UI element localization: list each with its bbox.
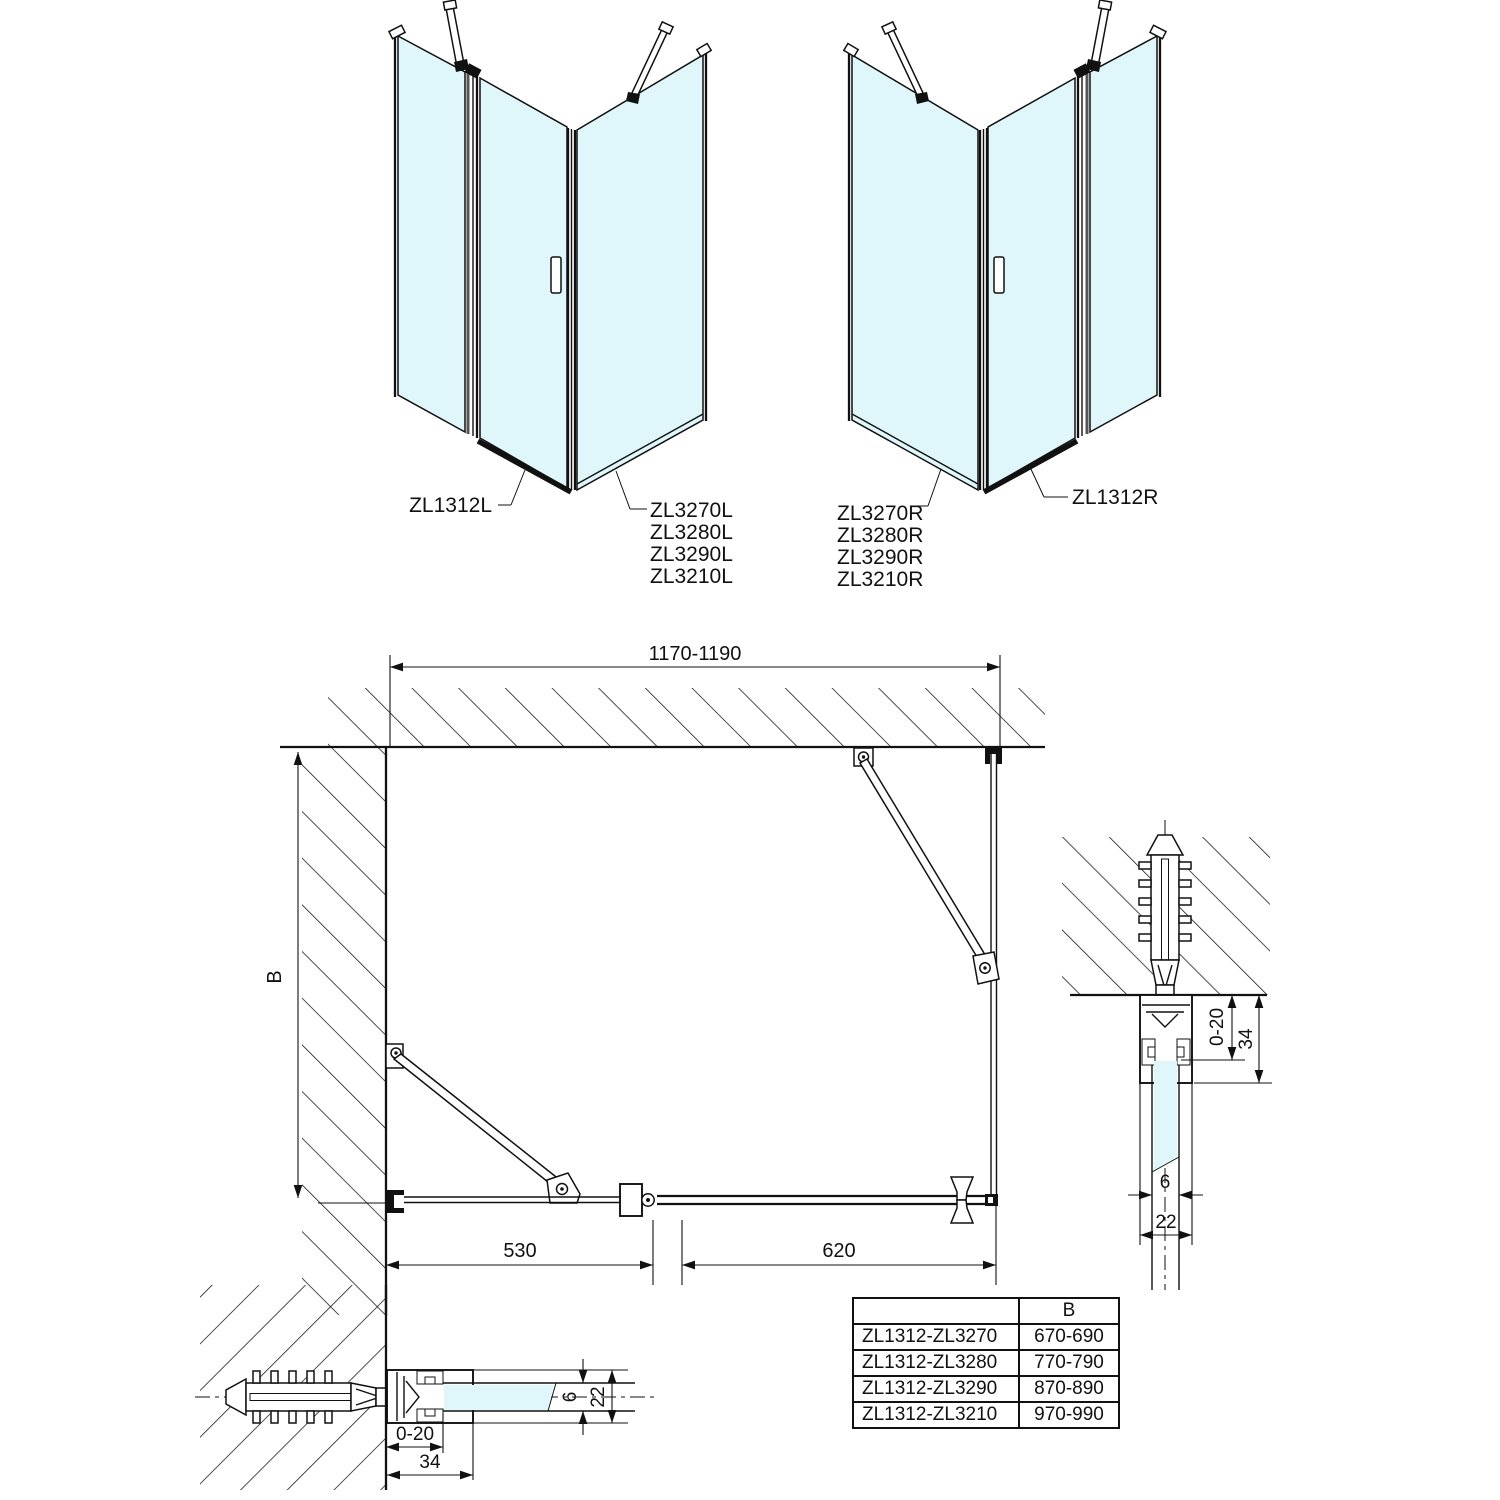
dim-depth-text: B [264, 970, 286, 984]
plan-view [250, 620, 1070, 1320]
combo-cell: ZL1312-ZL3270 [853, 1324, 1019, 1350]
support-brace-left [386, 1044, 580, 1203]
dimension-depth [1194, 995, 1272, 1083]
dim-620-text: 620 [822, 1240, 856, 1262]
dimension-width [588, 1370, 612, 1423]
label-side-1: ZL3270L [650, 499, 733, 522]
label-side-4: ZL3210R [837, 568, 924, 591]
label-door-left: ZL1312L [409, 494, 492, 517]
wall-bracket-top [985, 747, 1002, 764]
combo-cell: ZL1312-ZL3290 [853, 1376, 1019, 1402]
label-side-2: ZL3280R [837, 524, 924, 547]
wall-hatch-top [328, 688, 1045, 747]
combo-cell: ZL1312-ZL3210 [853, 1402, 1019, 1428]
wall-profile [386, 1190, 404, 1213]
table-row [853, 1350, 1119, 1376]
dim-adjust-text: 0-20 [1207, 1007, 1228, 1047]
support-brace-right [854, 748, 999, 984]
dim-width-text: 1170-1190 [648, 643, 742, 665]
b-cell: 870-890 [1019, 1376, 1119, 1402]
leader-line [616, 471, 647, 509]
dim-depth-text: 34 [419, 1452, 441, 1473]
header-b: B [1019, 1298, 1119, 1324]
wall-detail-bottom [180, 1270, 680, 1500]
table-row [853, 1376, 1119, 1402]
leader-line [914, 469, 941, 506]
combo-cell: ZL1312-ZL3280 [853, 1350, 1019, 1376]
wall-hatch-left [302, 747, 386, 1315]
dim-glass-text: 6 [560, 1391, 581, 1403]
plan-front-assembly [386, 1177, 998, 1223]
iso-view-left [370, 0, 770, 600]
dim-adjust-text: 0-20 [395, 1424, 435, 1445]
dim-width-text: 22 [1155, 1212, 1177, 1233]
header-combo [853, 1298, 1019, 1324]
dim-width-text: 22 [588, 1386, 609, 1408]
table-row [853, 1324, 1119, 1350]
b-cell: 770-790 [1019, 1350, 1119, 1376]
dimension-620 [682, 1205, 996, 1285]
dim-glass-text: 6 [1159, 1172, 1171, 1193]
wall-detail-side [1040, 815, 1370, 1295]
label-side-1: ZL3270R [837, 502, 924, 525]
leader-line [1030, 467, 1068, 497]
dim-depth-text: 34 [1236, 1028, 1257, 1050]
b-cell: 970-990 [1019, 1402, 1119, 1428]
table-row [853, 1402, 1119, 1428]
label-side-3: ZL3290L [650, 543, 733, 566]
leader-line [498, 470, 525, 505]
iso-view-right [820, 0, 1220, 600]
label-side-3: ZL3290R [837, 546, 924, 569]
pivot-block [620, 1184, 642, 1216]
size-table [852, 1297, 1120, 1429]
label-door-right: ZL1312R [1072, 486, 1159, 509]
table-header-row [853, 1298, 1119, 1324]
b-cell: 670-690 [1019, 1324, 1119, 1350]
label-side-2: ZL3280L [650, 521, 733, 544]
dim-530-text: 530 [503, 1240, 537, 1262]
label-side-4: ZL3210L [650, 565, 733, 588]
